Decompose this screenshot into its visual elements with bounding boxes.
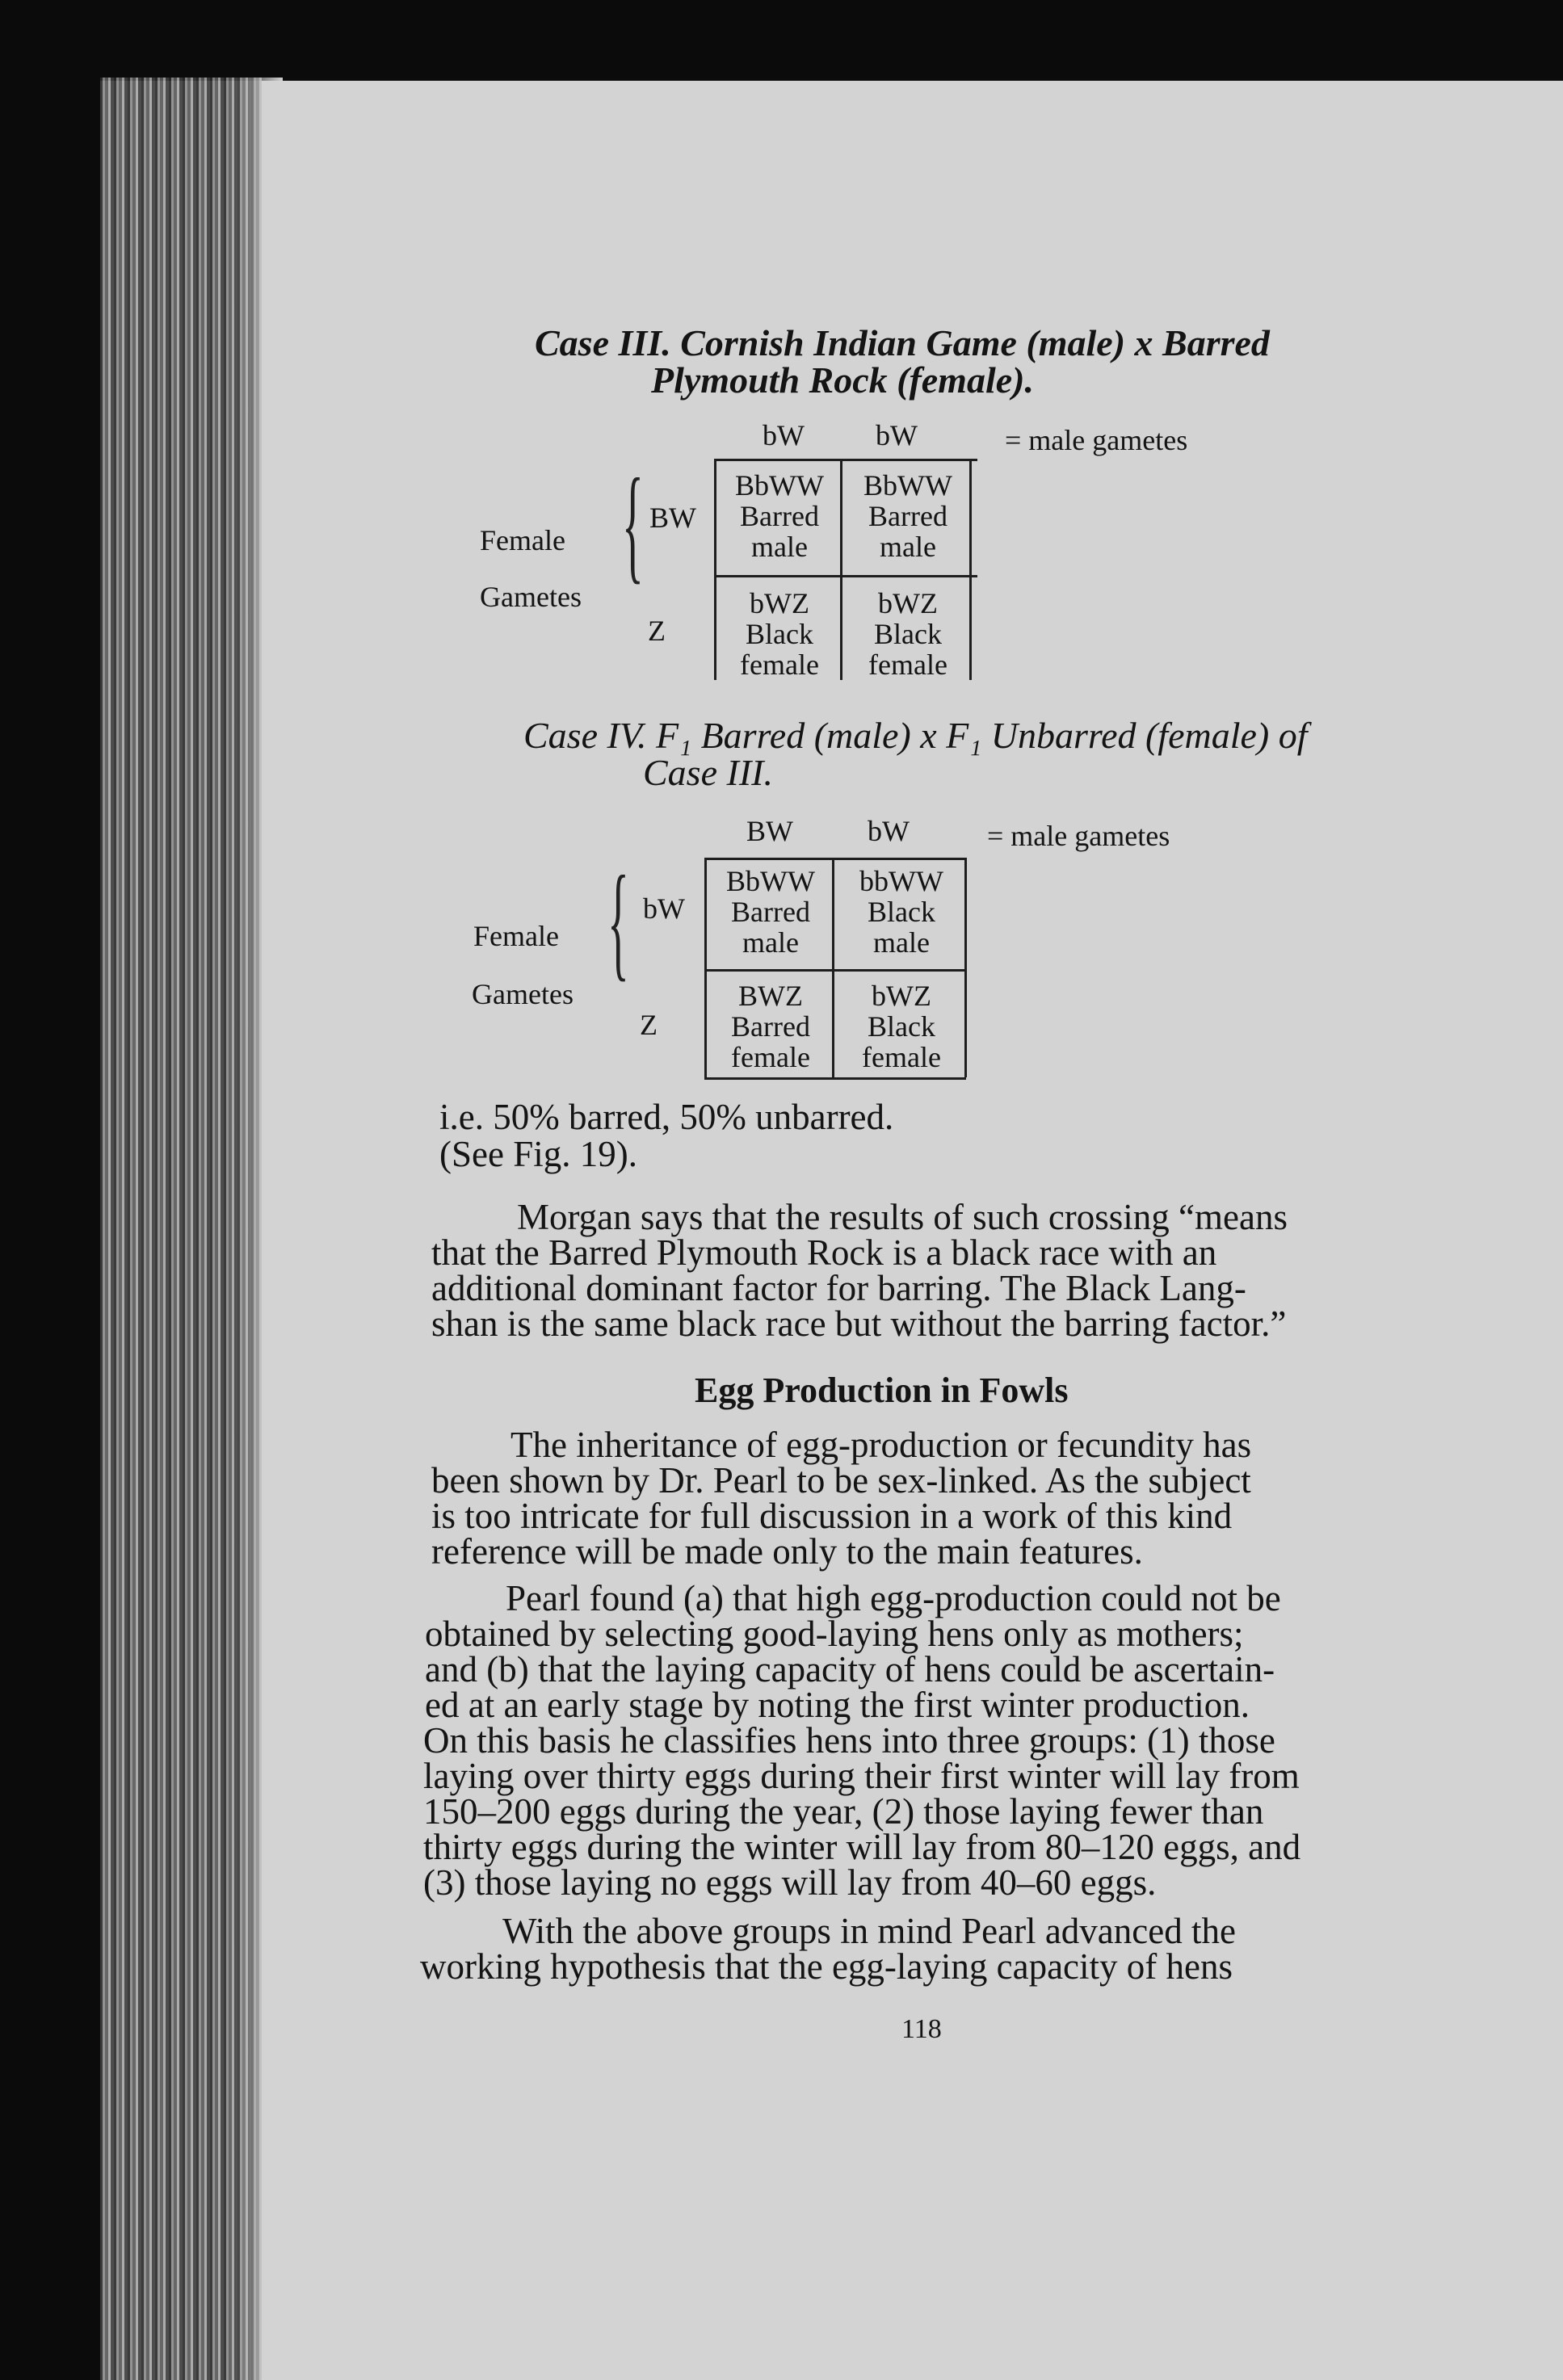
case3-gametes-label: Gametes [480, 581, 582, 613]
case4-title-line1: Case IV. F₁ Barred (male) x F₁ Unbarred (female) of [523, 715, 1308, 756]
case4-female-gamete-1: bW [643, 892, 685, 925]
case3-title-line1: Case III. Cornish Indian Game (male) x Barred [535, 322, 1270, 363]
section-heading: Egg Production in Fowls [695, 1370, 1069, 1410]
ratio-line-1: i.e. 50% barred, 50% unbarred. [439, 1097, 894, 1137]
egg2-line-5: On this basis he classifies hens into three groups: (1) those [423, 1720, 1275, 1761]
egg2-line-4: ed at an early stage by noting the first winter production. [425, 1685, 1250, 1725]
case4-cell-1-1: BbWW Barred male [726, 865, 815, 959]
case4-female-gamete-2: Z [640, 1009, 658, 1041]
case4-title-line2: Case III. [643, 752, 773, 793]
case3-cell-1-1: BbWW Barred male [735, 469, 824, 563]
case4-male-gametes-label: = male gametes [987, 820, 1170, 852]
egg1-line-1: The inheritance of egg-production or fecundity has [510, 1425, 1252, 1465]
case4-cell-1-2: bbWW Black male [859, 865, 943, 959]
case4-cell-2-1: BWZ Barred female [731, 980, 810, 1073]
egg3-line-1: With the above groups in mind Pearl advanced the [502, 1911, 1236, 1951]
case4-brace: { [607, 849, 629, 993]
egg2-line-6: laying over thirty eggs during their first winter will lay from [423, 1756, 1300, 1796]
case3-male-gamete-2: bW [876, 419, 918, 451]
egg1-line-2: been shown by Dr. Pearl to be sex-linked. As the subject [431, 1460, 1251, 1501]
morgan-line-4: shan is the same black race but without the barring factor.” [431, 1303, 1287, 1344]
ratio-line-2: (See Fig. 19). [439, 1134, 637, 1174]
case3-male-gametes-label: = male gametes [1005, 424, 1188, 456]
egg2-line-7: 150–200 eggs during the year, (2) those laying fewer than [423, 1791, 1264, 1832]
egg1-line-4: reference will be made only to the main features. [431, 1531, 1143, 1572]
egg2-line-2: obtained by selecting good-laying hens only as mothers; [425, 1614, 1244, 1654]
egg2-line-1: Pearl found (a) that high egg-production could not be [506, 1578, 1281, 1618]
morgan-line-2: that the Barred Plymouth Rock is a black race with an [431, 1232, 1217, 1273]
egg2-line-8: thirty eggs during the winter will lay from 80–120 eggs, and [423, 1827, 1301, 1867]
case4-gametes-label: Gametes [472, 978, 574, 1010]
case3-male-gamete-1: bW [763, 419, 805, 451]
egg1-line-3: is too intricate for full discussion in a work of this kind [431, 1496, 1233, 1536]
morgan-line-1: Morgan says that the results of such crossing “means [517, 1197, 1288, 1237]
case3-female-gamete-2: Z [648, 615, 666, 647]
case4-female-label: Female [473, 920, 559, 952]
case3-cell-2-1: bWZ Black female [740, 587, 819, 681]
case3-cell-1-2: BbWW Barred male [863, 469, 952, 563]
case4-cell-2-2: bWZ Black female [862, 980, 941, 1073]
case3-cell-2-2: bWZ Black female [868, 587, 947, 681]
case4-male-gamete-2: bW [868, 815, 910, 847]
egg3-line-2: working hypothesis that the egg-laying capacity of hens [420, 1946, 1233, 1987]
page-number: 118 [901, 2014, 942, 2044]
morgan-line-3: additional dominant factor for barring. The Black Lang- [431, 1268, 1246, 1308]
case3-female-gamete-1: BW [649, 502, 696, 534]
case3-title-line2: Plymouth Rock (female). [651, 359, 1034, 401]
case4-male-gamete-1: BW [746, 815, 793, 847]
egg2-line-3: and (b) that the laying capacity of hens could be ascertain- [425, 1649, 1275, 1690]
case3-brace: { [622, 451, 644, 595]
egg2-line-9: (3) those laying no eggs will lay from 40–60 eggs. [423, 1862, 1157, 1903]
case3-female-label: Female [480, 524, 565, 556]
